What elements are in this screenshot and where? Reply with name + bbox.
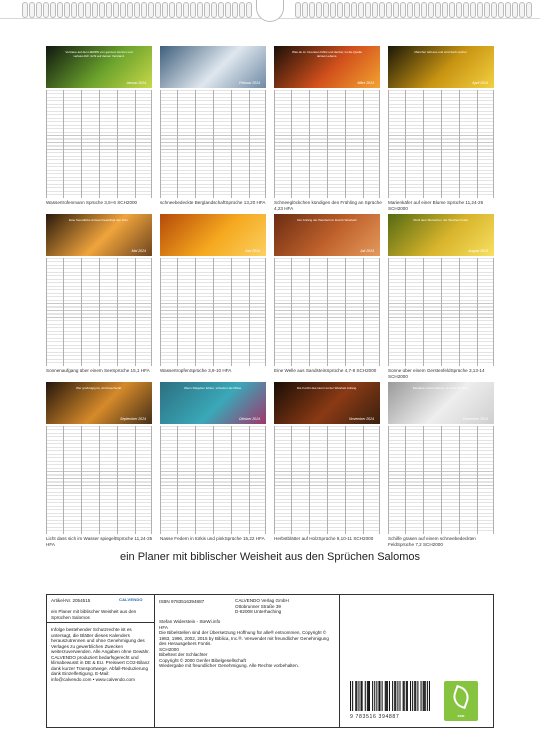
binding-ring <box>372 2 378 18</box>
month-photo <box>160 382 266 424</box>
planner-grid <box>388 258 494 366</box>
binding-ring <box>365 2 371 18</box>
planner-grid <box>388 90 494 198</box>
binding-ring <box>22 2 28 18</box>
planner-grid <box>274 90 380 198</box>
binding-ring <box>134 2 140 18</box>
info-col-barcode <box>339 595 493 727</box>
barcode-bar <box>399 681 400 711</box>
month-photo <box>274 382 380 424</box>
barcode-bar <box>385 681 386 711</box>
barcode-bar <box>387 681 388 711</box>
barcode-bar <box>427 681 428 711</box>
barcode-bar <box>397 681 398 711</box>
spiral-binding <box>0 0 540 28</box>
binding-ring <box>351 2 357 18</box>
month-photo <box>274 214 380 256</box>
month-caption: Schneeglöckchen kündigen den Frühling an Sprüche 4,23 HFA <box>274 200 382 211</box>
info-block <box>46 594 494 728</box>
barcode <box>350 681 430 715</box>
barcode-bar <box>392 681 393 711</box>
barcode-bar <box>424 681 425 711</box>
binding-ring <box>246 2 252 18</box>
binding-ring <box>442 2 448 18</box>
barcode-bar <box>352 681 353 711</box>
binding-ring <box>148 2 154 18</box>
month-photo <box>46 46 152 88</box>
binding-ring <box>197 2 203 18</box>
eco-badge <box>444 681 478 721</box>
barcode-bar <box>368 681 369 711</box>
barcode-bar <box>410 681 411 711</box>
barcode-bar <box>414 681 415 711</box>
binding-ring <box>218 2 224 18</box>
binding-ring <box>36 2 42 18</box>
month-photo <box>388 214 494 256</box>
binding-ring <box>183 2 189 18</box>
binding-ring <box>211 2 217 18</box>
planner-grid <box>46 90 152 198</box>
binding-ring <box>400 2 406 18</box>
barcode-bar <box>404 681 405 711</box>
binding-ring <box>435 2 441 18</box>
binding-ring <box>204 2 210 18</box>
binding-ring <box>330 2 336 18</box>
month-photo <box>46 214 152 256</box>
leaf-icon <box>450 685 472 709</box>
barcode-bar <box>395 681 396 711</box>
barcode-bar <box>417 681 418 711</box>
binding-ring <box>463 2 469 18</box>
barcode-bar <box>367 681 368 711</box>
barcode-bar <box>425 681 426 711</box>
barcode-bar <box>423 681 424 711</box>
photo-quote: Der Anfang der Weisheit ist: Erwirb Weisheit! <box>297 218 357 222</box>
month-photo <box>160 46 266 88</box>
binding-ring <box>491 2 497 18</box>
binding-ring <box>526 2 532 18</box>
binding-ring <box>414 2 420 18</box>
month-photo <box>388 46 494 88</box>
binding-ring <box>99 2 105 18</box>
binding-ring <box>407 2 413 18</box>
photo-quote: Wohl dem Menschen, der Weisheit findet. <box>413 218 469 222</box>
month-caption: Eine Welle aus SandsteinSprüche 4,7-8 SCH2000 <box>274 368 377 373</box>
barcode-bar <box>350 681 351 711</box>
month-caption: schneebedeckte BerglandschaftSprüche 13,20 HFA <box>160 200 266 205</box>
photo-month-label: Februar 2024 <box>238 81 260 85</box>
binding-ring <box>470 2 476 18</box>
binding-ring <box>106 2 112 18</box>
binding-ring <box>449 2 455 18</box>
barcode-bar <box>415 681 416 711</box>
photo-month-label: August 2024 <box>468 249 488 253</box>
photo-month-label: Dezember 2024 <box>463 417 488 421</box>
binding-ring <box>92 2 98 18</box>
photo-quote: Vertraue auf den HERRN von ganzem Herzen und verlass dich nicht auf deinen Verstand. <box>65 50 133 58</box>
binding-ring <box>428 2 434 18</box>
binding-ring <box>498 2 504 18</box>
binding-ring <box>113 2 119 18</box>
barcode-bar <box>386 681 387 711</box>
month-photo <box>46 382 152 424</box>
binding-ring <box>64 2 70 18</box>
binding-ring <box>309 2 315 18</box>
binding-ring <box>162 2 168 18</box>
photo-month-label: Juli 2024 <box>359 249 374 253</box>
month-caption: Nasse Federn in türkis und pinkSprüche 15,22 HFA <box>160 536 265 541</box>
photo-quote: Bewahre meine Gebote, so wirst du leben. <box>412 386 470 390</box>
binding-ring <box>29 2 35 18</box>
photo-month-label: Oktober 2024 <box>238 417 260 421</box>
month-caption: Sonnenaufgang über einem SeeSprüche 15,1 HFA <box>46 368 150 373</box>
barcode-bar <box>421 681 422 711</box>
barcode-bar <box>389 681 390 711</box>
barcode-bar <box>378 681 379 711</box>
author-credits: Stefan Widerstein - SteWi.info HFA Die Bibelstellen sind der Übersetzung Hoffnung für alle® entnommen, Copyright © 1983, 1996, 2002, 2015 by Biblica, Inc.®. Verwendet mit freundlicher Genehmigung des Herausgebers Fontis. SCH2000 Bibeltext der Schlachter Copyright © 2000 Genfer Bibelgesellschaft Wiedergabe mit freundlicher Genehmigung. Alle Rechte vorbehalten. <box>159 619 329 668</box>
article-description: ein Planer mit biblischer Weisheit aus den Sprüchen Salomos <box>51 609 137 620</box>
month-caption: Schilfe grasen auf einem schneebedeckten FeldSprüche 7,2 SCH2000 <box>388 536 476 547</box>
binding-ring <box>239 2 245 18</box>
month-caption: Marienkäfer auf einer Blume Sprüche 11,24-25 SCH2000 <box>388 200 484 211</box>
photo-month-label: November 2024 <box>349 417 374 421</box>
eco-label: eco <box>457 712 465 718</box>
planner-grid <box>160 258 266 366</box>
article-number: Artikel-Nr. 2054515 <box>51 598 91 603</box>
binding-ring <box>393 2 399 18</box>
barcode-bar <box>376 681 377 711</box>
planner-grid <box>46 258 152 366</box>
binding-ring <box>302 2 308 18</box>
binding-ring <box>379 2 385 18</box>
binding-ring <box>323 2 329 18</box>
binding-ring <box>190 2 196 18</box>
binding-ring <box>421 2 427 18</box>
binding-ring <box>50 2 56 18</box>
photo-month-label: April 2024 <box>472 81 488 85</box>
binding-ring <box>519 2 525 18</box>
month-caption: Licht dass sich im Wasser spiegeltSprüche 11,24-25 HFA <box>46 536 153 547</box>
binding-ring <box>85 2 91 18</box>
barcode-bar <box>361 681 362 711</box>
binding-ring <box>127 2 133 18</box>
isbn: ISBN 9783516394887 <box>159 599 205 604</box>
photo-quote: Wer großzügig ist, wird beschenkt. <box>76 386 122 390</box>
binding-ring <box>316 2 322 18</box>
barcode-bar <box>406 681 407 711</box>
binding-ring <box>57 2 63 18</box>
barcode-bar <box>429 681 430 711</box>
binding-ring <box>141 2 147 18</box>
binding-ring <box>477 2 483 18</box>
barcode-bar <box>365 681 366 711</box>
info-col-publisher <box>231 595 339 727</box>
barcode-bar <box>374 681 375 711</box>
planner-grid <box>274 258 380 366</box>
barcode-bar <box>369 681 370 711</box>
photo-month-label: Juni 2024 <box>244 249 260 253</box>
barcode-bar <box>362 681 363 711</box>
binding-ring <box>456 2 462 18</box>
binding-ring <box>358 2 364 18</box>
calendar-headline: ein Planer mit biblischer Weisheit aus den Sprüchen Salomos <box>119 551 420 563</box>
month-caption: Sonne über einem GerstenfeldSprüche 3,13-14 SCH2000 <box>388 368 485 379</box>
binding-ring <box>78 2 84 18</box>
month-caption: Herbstblätter auf HolzSprüche 9,10-11 SCH2000 <box>274 536 374 541</box>
binding-ring <box>43 2 49 18</box>
binding-ring <box>176 2 182 18</box>
photo-quote: Eine freundliche Antwort besänftigt den Zorn. <box>69 218 129 222</box>
month-photo <box>388 382 494 424</box>
binding-ring <box>155 2 161 18</box>
binding-ring <box>169 2 175 18</box>
month-caption: Wassertrofenmann Sprüche 3,5+6 SCH2000 <box>46 200 138 205</box>
barcode-bar <box>356 681 357 711</box>
planner-grid <box>160 426 266 534</box>
calvendo-logo: CALVENDO <box>119 597 143 602</box>
barcode-bar <box>407 681 408 711</box>
binding-ring <box>337 2 343 18</box>
photo-quote: Mancher teilt aus und wird doch reicher. <box>414 50 468 54</box>
barcode-bar <box>412 681 413 711</box>
barcode-bar <box>394 681 395 711</box>
article-box <box>47 595 154 623</box>
binding-ring <box>505 2 511 18</box>
publisher-address: CALVENDO Verlag GmbH Ottobrunner Straße 39 D-82008 Unterhaching <box>235 598 289 614</box>
binding-ring <box>120 2 126 18</box>
planner-grid <box>46 426 152 534</box>
photo-quote: Was du im Innersten fühlst und denkst, ist die Quelle deines Lebens. <box>292 50 362 58</box>
barcode-number: 9 783516 394887 <box>350 714 400 720</box>
binding-ring <box>225 2 231 18</box>
planner-grid <box>274 426 380 534</box>
photo-quote: Wenn Ratgeber fehlen, scheitern die Pläne. <box>184 386 242 390</box>
photo-month-label: März 2024 <box>357 81 374 85</box>
barcode-bar <box>379 681 380 711</box>
binding-ring <box>344 2 350 18</box>
month-photo <box>160 214 266 256</box>
barcode-bar <box>355 681 356 711</box>
binding-ring <box>484 2 490 18</box>
binding-ring <box>71 2 77 18</box>
planner-grid <box>388 426 494 534</box>
barcode-bar <box>358 681 359 711</box>
binding-ring <box>386 2 392 18</box>
binding-ring <box>295 2 301 18</box>
binding-ring <box>232 2 238 18</box>
month-caption: WassertropfenSprüche 3,9-10 HFA <box>160 368 232 373</box>
planner-grid <box>160 90 266 198</box>
info-col-article <box>47 595 155 727</box>
photo-quote: Die Furcht des Herrn ist der Weisheit Anfang. <box>296 386 358 390</box>
photo-month-label: September 2024 <box>120 417 146 421</box>
barcode-bar <box>382 681 383 711</box>
barcode-bar <box>403 681 404 711</box>
barcode-bar <box>372 681 373 711</box>
legal-notice: Infolge bestehender Schutzrechte ist es untersagt, die Blätter dieses Kalenders herauszutrennen und ohne Genehmigung des Verlages zu gewerblichen Zwecken weiterzuverwenden. Alle Angaben ohne Gewähr. CALVENDO produziert bedarfsgerecht und klimabewusst in DE & EU. Preiswert CO2-Bilanz dank kurzer Transportwege. Abfall-Reduzierung dank Einzelfertigung. E-Mail: info@calvendo.com • www.calvendo.com <box>51 627 150 682</box>
month-photo <box>274 46 380 88</box>
photo-month-label: Mai 2024 <box>131 249 146 253</box>
binding-ring <box>512 2 518 18</box>
photo-month-label: Januar 2024 <box>126 81 146 85</box>
